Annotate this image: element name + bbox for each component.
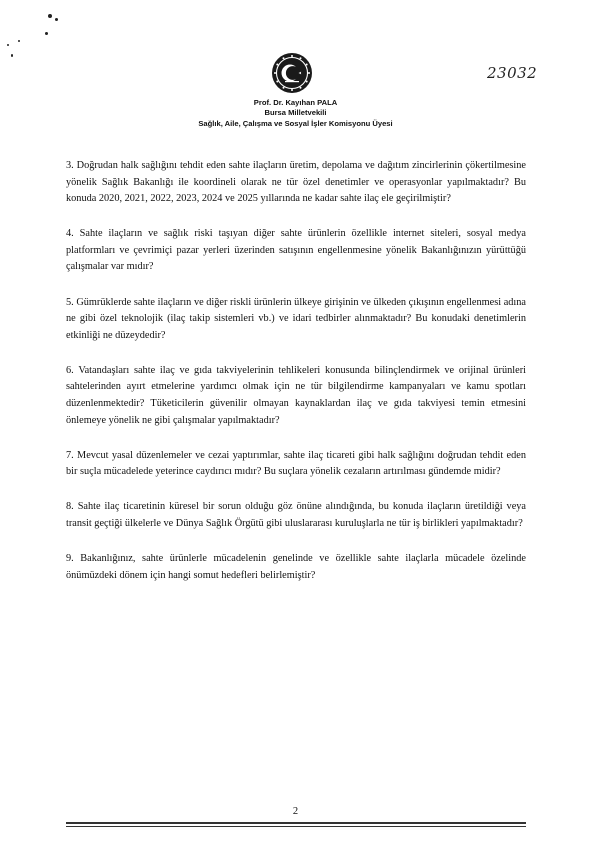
letterhead bbox=[0, 98, 591, 129]
question-paragraph: 4. Sahte ilaçların ve sağlık riski taşıyan diğer sahte ürünlerin özellikle internet siteleri, sosyal medya platformları ve çevrimiçi pazar yerleri üzerinden satışının engellenmesine yönelik Bakanlığınızın yürüttüğü çalışmalar var mıdır? bbox=[66, 228, 526, 273]
footer-divider bbox=[66, 826, 526, 827]
author-name: Prof. Dr. Kayıhan PALA bbox=[253, 98, 338, 107]
question-paragraph: 9. Bakanlığınız, sahte ürünlerle mücadelenin genelinde ve özellikle sahte ilaçlarla mücadele özelinde önümüzdeki dönem için hangi somut hedefleri belirlemiştir? bbox=[66, 553, 526, 581]
parliament-seal-icon bbox=[271, 52, 313, 94]
scan-speck bbox=[11, 54, 13, 57]
question-paragraph: 5. Gümrüklerde sahte ilaçların ve diğer riskli ürünlerin ülkeye girişinin ve ülkeden çıkışının engellenmesi adına ne gibi özel teknolojik (ilaç takip sistemleri vb.) ve idari tedbirler alınmaktadır? Bu konudaki denetimlerin etkinliği ne düzeydedir? bbox=[66, 296, 526, 341]
scan-specks bbox=[4, 8, 64, 68]
question-paragraph: 8. Sahte ilaç ticaretinin küresel bir sorun olduğu göz önüne alındığında, bu konuda ilaçların üretildiği veya transit geçtiği ülkelerle ve Dünya Sağlık Örgütü gibi uluslararası kuruluşlarla ne tür iş birlikleri yapılmaktadır? bbox=[66, 501, 526, 529]
author-title: Bursa Milletvekili bbox=[264, 108, 327, 118]
author-committee: Sağlık, Aile, Çalışma ve Sosyal İşler Komisyonu Üyesi bbox=[198, 118, 393, 128]
question-paragraph: 3. Doğrudan halk sağlığını tehdit eden sahte ilaçların üretim, depolama ve dağıtım zincirlerinin çökertilmesine yönelik Sağlık Bakanlığı ile koordineli olarak ne tür özel denetimler ve operasyonlar yapılmaktadır? Bu konuda 2020, 2021, 2022, 2023, 2024 ve 2025 yıllarında ne kadar sahte ilaç ele geçirilmiştir? bbox=[66, 160, 526, 205]
scan-speck bbox=[55, 18, 58, 21]
question-paragraph: 7. Mevcut yasal düzenlemeler ve cezai yaptırımlar, sahte ilaç ticareti gibi halk sağlığını doğrudan tehdit eden bir suçla mücadelede yeterince caydırıcı mıdır? Bu suçlara yönelik cezaların artırılması gündemde midir? bbox=[66, 449, 526, 478]
footer-divider bbox=[66, 822, 526, 824]
handwritten-document-number: 23032 bbox=[487, 64, 538, 82]
question-paragraph: 6. Vatandaşları sahte ilaç ve gıda takviyelerinin tehlikeleri konusunda bilinçlendirmek ve orijinal ürünleri sahtelerinden ayırt etmelerine yardımcı olmak için ne tür bilgilendirme kampanyaları ve kamu spotları düzenlenmektedir? Tüketicilerin güvenilir olmayan kaynaklardan ilaç ve gıda takviyesi temin etmesini önlemeye yönelik ne gibi çalışmalar yapılmaktadır? bbox=[66, 364, 526, 426]
document-body bbox=[66, 158, 526, 603]
page-number: 2 bbox=[292, 806, 299, 817]
scan-speck bbox=[45, 32, 48, 35]
scan-speck bbox=[7, 44, 9, 46]
scan-speck bbox=[48, 14, 52, 18]
scan-speck bbox=[18, 40, 20, 42]
